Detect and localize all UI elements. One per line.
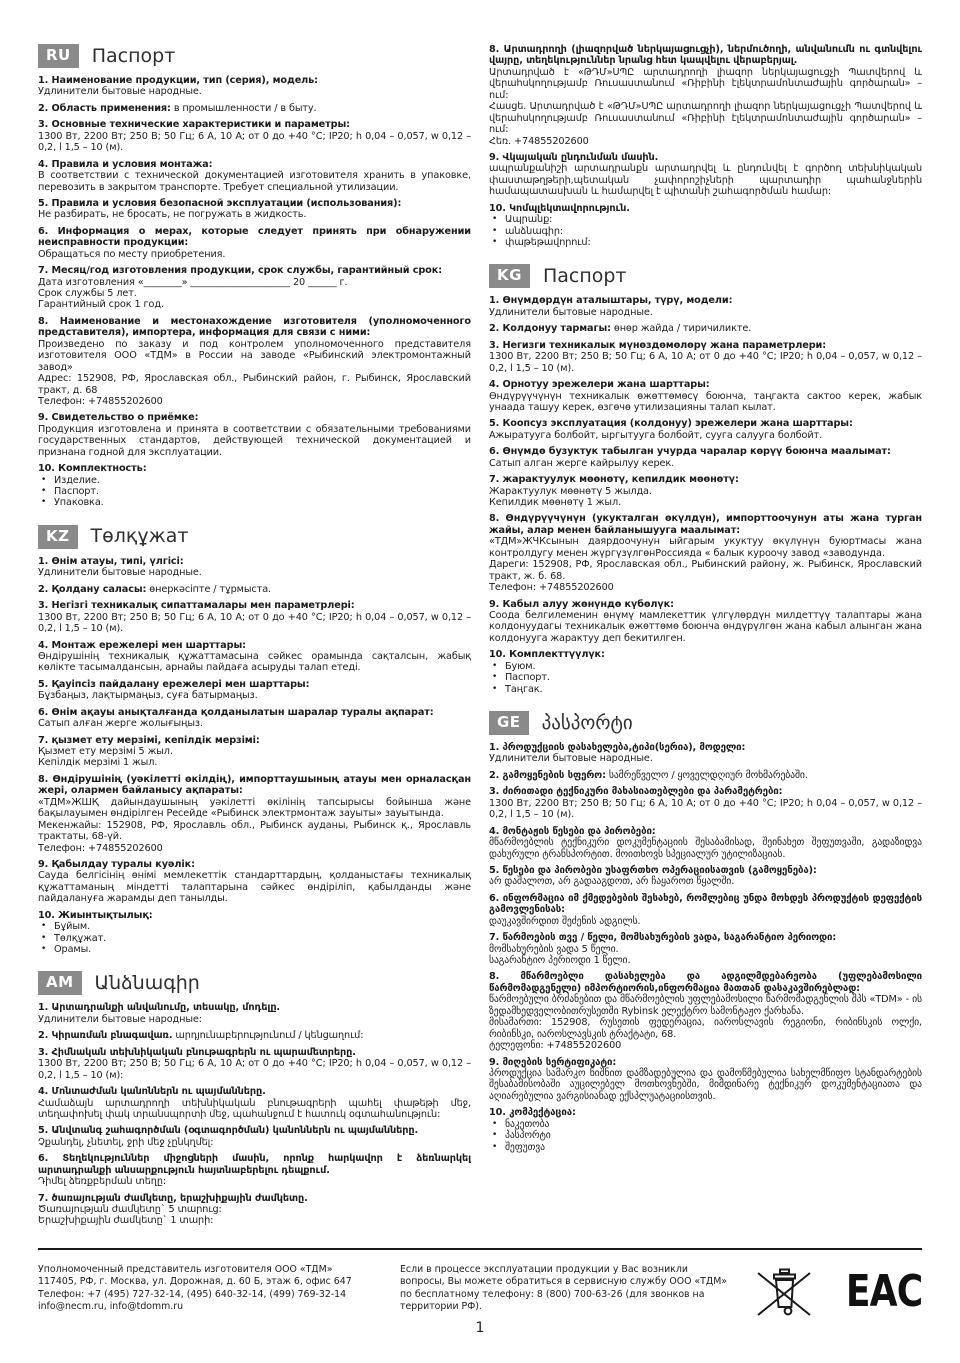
item	[489, 446, 922, 469]
item-body-line: მწარმოებლის ტექნიკური დოკუმენტაციის შესაბამისად, შეინახეთ შეფუთვაში, გადაზიდვა დახურული ტრანსპორტით. მოითხოვს სპეციალურ უტილიზაციას.	[489, 837, 922, 860]
item-line	[489, 865, 922, 876]
item-heading: 1. პროდუქციის დასახელება,ტიპი(სერია), მოდელი:	[489, 742, 746, 753]
item-heading: 6. Информация о мерах, которые следует принять при обнаружении неисправности продукции:	[38, 225, 471, 249]
item-body-line: Дата изготовления «________» _____________________ 20 ______ г.	[38, 276, 348, 288]
item-body-line: დაუკავშირდით შეძენის ადგილს.	[489, 915, 641, 927]
item-line	[38, 412, 471, 423]
item-body-line: Համաձայն արտադրողի տեխնիկական բնութագրերի պահել փաթեթի մեջ, տեղափոխել փակ տրանսպորտի մեջ, պահանջում է հատուկ օգտահանություն:	[38, 1097, 471, 1120]
item-line	[489, 295, 922, 306]
item	[489, 1107, 922, 1153]
item	[38, 774, 471, 854]
item	[38, 1153, 471, 1187]
bullet-item	[38, 475, 471, 486]
section-am	[38, 971, 471, 1226]
item-line	[489, 513, 922, 536]
bullet-text: Буюм.	[505, 660, 536, 672]
item-heading: 2. Колдонуу тармагы:	[489, 323, 611, 335]
item-body-line: ապրանքանիշի արտադրանքն արտադրվել և ընդունվել է գործող տեխնիկական փաստաթղթերի,պետական չափորոշիչների պարտադիր պահանջներին համապատասխան և համարվել է պիտանի շահագործման համար:	[489, 163, 922, 198]
item-body-line: Телефон: +74855202600	[489, 582, 614, 594]
item-line	[38, 198, 471, 209]
item	[489, 152, 922, 198]
item-line	[489, 893, 922, 916]
column-right	[489, 44, 922, 1242]
bullet-text: Бұйым.	[54, 921, 91, 933]
item-body-line: Դիմել ձեռքբերման տեղը:	[38, 1176, 167, 1188]
bullet-text: փաթեթավորում:	[505, 237, 591, 248]
item-heading: 8. Արտադրողի (լիազորված ներկայացուցչի), ներմուծողի, անվանումն ու գտնվելու վայրը, տեղեկություններ նրանց հետ կապվելու վերաբերյալ.	[489, 44, 922, 67]
item-heading: 5. Անվտանգ շահագործման (օգտագործման) կանոններն ու պայմանները.	[38, 1125, 419, 1137]
footer-icons	[752, 1264, 922, 1322]
bullet-text: პასპორტი	[505, 1130, 551, 1142]
item-heading: 2. Қолдану саласы:	[38, 583, 147, 595]
bullet-dot: •	[492, 660, 498, 671]
item	[489, 203, 922, 249]
item-body-line: Қызмет ету мерзімі 5 жыл.	[38, 746, 173, 757]
item-heading: 2. Կիրառման բնագավառ.	[38, 1030, 173, 1042]
bullet-dot: •	[492, 225, 498, 236]
item-line	[38, 640, 471, 651]
section-title: პასპორტი	[541, 711, 633, 734]
footer-line: 117405, РФ, г. Москва, ул. Дорожная, д. 60 Б, этаж 6, офис 647	[38, 1276, 352, 1288]
footer-service-block: Если в процессе эксплуатации продукции у Вас возникли вопросы, Вы можете обратиться в сервисную службу ООО «ТДМ» по бесплатному телефону: 8 (800) 700-63-26 (для звонков на территории РФ).	[400, 1264, 728, 1313]
item-body-line: «ТДМ»ЖЧКсынын даярдоочунун ыйгарым укуктуу өкүлүнүн буюртмасы жана контролдугу менен жүргүзүлгөнРоссияда « балык куроочу завод «заводунда.	[489, 536, 922, 559]
item-heading: 4. Մոնտաժման կանոններն ու պայմանները.	[38, 1086, 266, 1098]
item-inline-text: өнөр жайда / тиричиликте.	[613, 323, 752, 335]
section-title: Паспорт	[542, 264, 627, 287]
item-body-line: Өндүрүүчүнүн техникалык өжөттөмөсү боюнча, таңгакта сактоо керек, жабык унаада ташуу керек, өзгөчө утилизацияны талап кылат.	[489, 390, 922, 413]
item-body-line: საგარანტიო პერიოდი 1 წელი.	[489, 955, 631, 966]
item-body-line: Адрес: 152908, РФ, Ярославская обл., Рыбинский район, г. Рыбинск, Ярославский тракт, д. 68	[38, 373, 471, 396]
item-inline-text: өнеркәсіпте / тұрмыста.	[149, 583, 272, 595]
weee-bin-icon	[755, 1266, 813, 1322]
item-heading: 6. Өнім ақауы анықталғанда қолданылатын шаралар туралы ақпарат:	[38, 706, 434, 718]
item-line	[489, 1107, 922, 1118]
item-body-line: Кепілдік мерзімі 1 жыл.	[38, 757, 158, 769]
bullet-item	[38, 944, 471, 955]
item-line	[38, 1047, 471, 1058]
item-heading: 7. қызмет ету мерзімі, кепілдік мерзімі:	[38, 734, 260, 746]
bullet-item	[38, 497, 471, 508]
bullet-text: შეფუთვა	[505, 1141, 545, 1153]
item	[489, 786, 922, 820]
item-body-line: Дареги: 152908, РФ, Ярославская обл., Рыбинский району, ж. Рыбинск, Ярославский тракт, ж. б. 68.	[489, 559, 922, 582]
item	[38, 1002, 471, 1025]
item	[38, 1047, 471, 1081]
item-heading: 10. Կոմպլեկտավորություն.	[489, 202, 630, 214]
item-line	[489, 932, 922, 943]
item-heading: 2. Область применения:	[38, 102, 171, 114]
item	[489, 893, 922, 927]
item-line	[38, 316, 471, 339]
footer-line: Уполномоченный представитель изготовителя ООО «ТДМ»	[38, 1264, 333, 1275]
item	[38, 707, 471, 730]
item-body-line: 1300 Вт, 2200 Вт; 250 В; 50 Гц; 6 А, 10 А; от 0 до +40 °C; IP20; h 0,04 – 0,057, w 0,12 – 0,2, l 1,5 – 10 (м).	[38, 130, 471, 154]
item	[38, 859, 471, 905]
item-line	[489, 418, 922, 429]
item	[38, 556, 471, 579]
item-heading: 4. Орнотуу эрежелери жана шарттары:	[489, 379, 710, 391]
item-line	[38, 584, 471, 595]
item	[38, 198, 471, 221]
item-heading: 4. Правила и условия монтажа:	[38, 158, 213, 170]
lang-badge-kz: KZ	[38, 525, 78, 549]
section-header	[489, 264, 922, 288]
item	[38, 103, 471, 114]
item-body-line: Өндірушінің техникалық құжаттамасына сәйкес орамында сақталсын, жабық көлікте тасымалдансын, арнайы пайдаға асыруды талап етеді.	[38, 650, 471, 674]
item-body-line: არ დაშალოთ, არ გადააგდოთ, არ ჩაყაროთ წყალში.	[489, 876, 735, 888]
bullet-item	[38, 921, 471, 932]
item-line	[489, 770, 922, 781]
item-heading: 5. წესები და პირობები უსაფრთხო ოპერაციისათვის (გამოყენება):	[489, 864, 817, 876]
item	[38, 75, 471, 98]
item-line	[38, 910, 471, 921]
item	[489, 513, 922, 593]
section-header	[489, 711, 922, 735]
item-line	[38, 1193, 471, 1204]
bullet-item	[489, 1130, 922, 1141]
item-line	[489, 323, 922, 334]
item	[489, 971, 922, 1051]
item	[489, 826, 922, 860]
bullet-text: Паспорт.	[54, 486, 99, 497]
bullet-text: Изделие.	[54, 474, 100, 486]
item-line	[38, 774, 471, 797]
item	[38, 1086, 471, 1120]
item-line	[489, 203, 922, 214]
item	[38, 159, 471, 193]
item-line	[38, 1125, 471, 1136]
item-heading: 5. Коопсуз эксплуатация (колдонуу) эрежелери жана шарттары:	[489, 418, 853, 430]
section-header	[38, 44, 471, 68]
item-heading: 7. ծառայության ժամկետը, երաշխիքային ժամկետը.	[38, 1192, 308, 1204]
item-body-line: Удлинители бытовые народные.	[38, 86, 202, 98]
bullet-item	[489, 661, 922, 672]
bullet-dot: •	[41, 944, 47, 954]
item-line	[489, 44, 922, 67]
bullet-dot: •	[41, 921, 47, 932]
item-line	[38, 226, 471, 249]
item-body-line: Удлинители бытовые народные:	[38, 1013, 202, 1025]
item-body-line: Произведено по заказу и под контролем уполномоченного представителя изготовителя ООО «ТДМ» в России на заводе «Рыбинский электромонтажный завод»	[38, 338, 471, 373]
item	[38, 119, 471, 153]
item-body-line: Ажыратууга болбойт, ыргытууга болбойт, сууга салууга болбойт.	[489, 429, 823, 441]
bullet-dot: •	[492, 237, 498, 247]
bullet-item	[489, 1142, 922, 1153]
item	[489, 770, 922, 781]
item-body-line: Արտադրված է «ԹԴՄ»ՍՊԸ արտադրողի լիազոր ներկայացուցչի Պատվերով և վերահսկողությամբ Ռուսաստանում «Ռիբինի էլեկտրամոնտաժային գործարան» – ում:	[489, 66, 922, 101]
item-body-line: პროდუქცია სამარკო ნიშნით დამზადებულია და დამოწმებულია სახელმწიფო სტანდარტების შესაბამისობაში აუცილებელ მოთხოვნებში, მიმდინარე ტექნიკურ დოკუმენტაციათა და აღიარებულია ვარგისიანად ექსპლუატაციისთვის.	[489, 1067, 922, 1102]
item-heading: 9. Қабылдау туралы куәлік:	[38, 858, 195, 870]
item-body-line: Удлинители бытовые народные.	[489, 306, 653, 318]
footer-line: Телефон: +7 (495) 727-32-14, (495) 640-32-14, (499) 769-32-14	[38, 1288, 347, 1300]
bullet-dot: •	[41, 486, 47, 496]
bullet-dot: •	[492, 1141, 498, 1152]
item-line	[38, 159, 471, 170]
item-line	[489, 1057, 922, 1068]
item-body-line: Телефон: +74855202600	[38, 395, 163, 407]
item-body-line: Չքանդել, չնետել, ջրի մեջ չընկղմել:	[38, 1136, 214, 1148]
item-line	[489, 446, 922, 457]
item-heading: 5. Правила и условия безопасной эксплуатации (использования):	[38, 197, 402, 209]
bullet-dot: •	[492, 214, 498, 225]
item-body-line: «ТДМ»ЖШҚ дайындаушының уәкілетті өкілінің тапсырысы бойынша және бақылауымен өндірілген Ресейде «Рыбинск электрмонтаж зауыты» зауытында.	[38, 796, 471, 820]
item	[489, 474, 922, 508]
item-body-line: Соода белгилеменин өнүмү мамлекеттик үлгүлөрдүн милдеттүү талаптары жана колдонуудагы техникалык өжөттөмө боюнча өндүрүлгөн жана кабыл алынган жана колдонууга жарактуу деп бекитилген.	[489, 609, 922, 644]
bullet-dot: •	[41, 497, 47, 508]
item-body-line: 1300 Вт, 2200 Вт; 250 В; 50 Гц; 6 А, 10 А; от 0 до +40 °C; IP20; h 0,04 – 0,057, w 0,12 – 0,2, l 1,5 – 10 (м).	[489, 351, 922, 374]
item	[489, 649, 922, 695]
item-line	[489, 971, 922, 994]
item-heading: 4. Монтаж ережелері мен шарттары:	[38, 639, 246, 651]
item-line	[38, 119, 471, 130]
item	[38, 735, 471, 769]
item	[489, 379, 922, 413]
item-body-line: Телефон: +74855202600	[38, 842, 163, 854]
item-heading: 9. Վկայական ընդունման մասին.	[489, 151, 659, 163]
footer-divider	[38, 1248, 922, 1250]
item-line	[489, 786, 922, 797]
bullet-item	[38, 933, 471, 944]
item-body-line: Հեռ. +74855202600	[489, 135, 589, 147]
item-heading: 1. Өнүмдөрдүн аталыштары, түрү, модели:	[489, 295, 733, 307]
bullet-dot: •	[492, 683, 498, 694]
item-body-line: Обращаться по месту приобретения.	[38, 248, 226, 260]
lang-badge-kg: KG	[489, 264, 530, 288]
section-header	[38, 971, 471, 995]
bullet-text: անձնագիր:	[505, 225, 564, 237]
section-kg	[489, 264, 922, 695]
item	[489, 418, 922, 441]
item-line	[38, 859, 471, 870]
item	[489, 44, 922, 147]
item	[489, 865, 922, 888]
item-line	[38, 1002, 471, 1013]
lang-badge-ru: RU	[38, 44, 79, 68]
item-line	[38, 1086, 471, 1097]
bullet-text: Орамы.	[54, 944, 92, 955]
item-heading: 3. Негизги техникалык мүнөздөмөлөрү жана параметрлери:	[489, 339, 827, 351]
section-kz	[38, 525, 471, 956]
item	[38, 316, 471, 408]
item-body-line: Не разбирать, не бросать, не погружать в жидкость.	[38, 209, 307, 221]
item-body-line: 1300 Вт, 2200 Вт; 250 В; 50 Гц; 6 А, 10 А; от 0 до +40 °C; IP20; h 0,04 – 0,057, w 0,12 – 0,2, l 1,5 – 10 (м).	[489, 797, 922, 821]
item-heading: 7. Месяц/год изготовления продукции, срок службы, гарантийный срок:	[38, 265, 442, 277]
item-heading: 3. Հիմնական տեխնիկական բնութագրերն ու պարամետրերը.	[38, 1046, 356, 1058]
item	[489, 323, 922, 334]
item-heading: 6. ინფორმაცია იმ ქმედებების შესახებ, რომლებიც უნდა მოხდეს პროდუქტის დეფექტის გამოვლენისას:	[489, 892, 922, 916]
item-line	[489, 826, 922, 837]
item-body-line: Кепилдик мөөнөтү 1 жыл.	[489, 497, 622, 508]
item-heading: 10. Комплекттүүлүк:	[489, 649, 605, 661]
item	[489, 295, 922, 318]
item	[38, 265, 471, 311]
item-body-line: მისამართი: 152908, რუსეთის ფედერაცია, იაროსლავის რეგიონი, რიბინსკის ოლქი, რიბინსკი, იაროსლავსკის ტრაქტატი, 68.	[489, 1017, 922, 1040]
item	[38, 412, 471, 458]
item-line	[38, 735, 471, 746]
item-line	[489, 599, 922, 610]
item-inline-text: արդյունաբերությունում / կենցաղում:	[175, 1030, 364, 1042]
item-heading: 10. Комплектность:	[38, 463, 147, 475]
item-heading: 2. გამოყენების სფერო:	[489, 769, 606, 781]
item-line	[489, 340, 922, 351]
item-heading: 1. Наименование продукции, тип (серия), модель:	[38, 75, 318, 86]
item	[38, 600, 471, 634]
item	[38, 584, 471, 595]
item-heading: 7. жарактуулук мөөнөтү, кепилдик мөөнөтү:	[489, 474, 739, 486]
item-heading: 7. წარმოების თვე / წელი, მომსახურების ვადა, საგარანტიო პერიოდი:	[489, 932, 837, 944]
item-heading: 5. Қауіпсіз пайдалану ережелері мен шарттары:	[38, 678, 310, 690]
section-ge	[489, 711, 922, 1153]
item	[38, 463, 471, 509]
item-line	[38, 463, 471, 474]
item-body-line: Հասցե. Արտադրված է «ԹԴՄ»ՍՊԸ արտադրողի լիազոր ներկայացուցչի Պատվերով և վերահսկողությամբ Ռուսաստանում «Ռիբինի էլեկտրամոնտաժային գործարան» – ում:	[489, 101, 922, 136]
item-heading: 3. ძირითადი ტექნიკური მახასიათებლები და პარამეტრები:	[489, 786, 783, 798]
item-body-line: Երաշխիքային ժամկետը` 1 տարի:	[38, 1215, 214, 1227]
item-body-line: ტელეფონი: +74855202600	[489, 1040, 622, 1052]
item-heading: 8. Өндүрүүчүнүн (укукталган өкүлдүн), импорттоочунун аты жана турган жайы, алар менен байланышууга маалымат:	[489, 513, 922, 536]
item-heading: 6. Տեղեկություններ միջոցների մասին, որոնք հարկավոր է ձեռնարկել արտադրանքի անսարքություն հայտնաբերելու դեպքում.	[38, 1153, 471, 1176]
item-line	[489, 474, 922, 485]
item-body-line: Сауда белгісінің өнімі мемлекеттік стандарттардың, қолданыстағы техникалық құжаттаманың міндетті талаптарына сәйкес өндіріліп, қабылданды және пайдалануға жарамды деп танылды.	[38, 870, 471, 905]
bullet-item	[489, 237, 922, 248]
item-line	[38, 75, 471, 86]
item-heading: 9. Свидетельство о приёмке:	[38, 412, 199, 424]
item-line	[489, 152, 922, 163]
item-line	[38, 600, 471, 611]
bullet-text: Таңгак.	[505, 683, 543, 695]
item-line	[489, 649, 922, 660]
item-heading: 6. Өнүмдө бузуктук табылган учурда чаралар көрүү боюнча маалымат:	[489, 446, 891, 458]
item-heading: 1. Արտադրանքի անվանումը, տեսակը, մոդելը.	[38, 1002, 281, 1014]
item-body-line: Сатып алған жерге жолығыңыз.	[38, 718, 203, 730]
footer-representative-block	[38, 1264, 378, 1322]
item-line	[38, 103, 471, 114]
item	[489, 340, 922, 374]
bullet-text: Төлқұжат.	[54, 932, 107, 944]
section-title: Төлқұжат	[90, 525, 189, 548]
bullet-item	[489, 672, 922, 683]
section-ru	[38, 44, 471, 509]
bullet-dot: •	[41, 932, 47, 943]
item-heading: 10. კომპექტაცია:	[489, 1107, 576, 1119]
footer	[38, 1264, 922, 1322]
bullet-dot: •	[492, 1130, 498, 1141]
item-line	[38, 556, 471, 567]
item-heading: 9. მიღების სერტიფიკატი:	[489, 1056, 617, 1068]
item	[489, 1057, 922, 1103]
bullet-item	[489, 1119, 922, 1130]
item-line	[38, 1030, 471, 1041]
item-body-line: Сатып алган жерге кайрылуу керек.	[489, 457, 675, 469]
item	[489, 742, 922, 765]
item-body-line: 1300 Вт, 2200 Вт; 250 В; 50 Гц; 6 А, 10 А; от 0 до +40 °C; IP20; h 0,04 – 0,057, w 0,12 – 0,2, l 1,5 – 10 (м):	[38, 1058, 471, 1081]
bullet-text: ნაკეთობა	[505, 1118, 550, 1130]
item-body-line: მომსახურების ვადა 5 წელი.	[489, 943, 619, 955]
item-heading: 10. Жиынтықтылық:	[38, 909, 153, 921]
item-heading: 8. Өндірушінің (уәкілетті өкілдің), импорттаушының атауы мен орналасқан жері, олармен байланысу ақпараты:	[38, 773, 471, 797]
item	[489, 932, 922, 966]
item-body-line: Мекенжайы: 152908, РФ, Ярославль обл., Рыбинск ауданы, Рыбинск қ., Ярославль трактаты, 68-үй.	[38, 819, 471, 843]
item-body-line: Продукция изготовлена и принята в соответствии с обязательными требованиями государственных стандартов, действующей технической документацией и признана годной для эксплуатации.	[38, 423, 471, 458]
item-heading: 1. Өнім атауы, типі, үлгісі:	[38, 555, 184, 567]
item-line	[489, 379, 922, 390]
item-body-line: Удлинители бытовые народные.	[38, 567, 202, 579]
eac-mark: EAC	[845, 1266, 922, 1317]
item	[489, 599, 922, 645]
item	[38, 640, 471, 674]
item-line	[38, 1153, 471, 1176]
item-heading: 3. Негізгі техникалық сипаттамалары мен параметрлері:	[38, 600, 355, 612]
item-heading: 8. Наименование и местонахождение изготовителя (уполномоченного представителя), импортера, информация для связи с ними:	[38, 315, 471, 339]
item	[38, 226, 471, 260]
item-body-line: Удлинители бытовые народные.	[489, 753, 653, 765]
item	[38, 1193, 471, 1227]
item-body-line: Гарантийный срок 1 год.	[38, 299, 164, 311]
footer-line: info@necm.ru, info@tdomm.ru	[38, 1301, 184, 1313]
bullet-dot: •	[41, 474, 47, 485]
content-columns	[38, 44, 922, 1242]
item-body-line: Бұзбаңыз, лақтырмаңыз, суға батырмаңыз.	[38, 690, 258, 702]
item-body-line: Ծառայության ժամկետը` 5 տարուց:	[38, 1204, 222, 1215]
column-left	[38, 44, 471, 1242]
bullet-item	[489, 684, 922, 695]
lang-badge-ge: GE	[489, 711, 529, 735]
item-body-line: Срок службы 5 лет.	[38, 288, 137, 299]
bullet-text: Упаковка.	[54, 497, 104, 509]
item-line	[489, 742, 922, 753]
bullet-dot: •	[492, 1118, 498, 1129]
section-am-continued	[489, 44, 922, 248]
section-title: Անձնագիր	[94, 971, 200, 994]
item-heading: 4. მონტაჟის წესები და პირობები:	[489, 825, 656, 837]
bullet-item	[38, 486, 471, 497]
bullet-text: Паспорт.	[505, 672, 550, 684]
item-heading: 8. მწარმოებლი დასახელება და ადგილმდებარეობა (უფლებამოსილი წარმომადგენელი) იმპორტიორის,ინფორმაცია მათთან დასაკავშირებლად:	[489, 971, 922, 994]
bullet-text: Ապրանք:	[505, 214, 553, 226]
section-title: Паспорт	[91, 44, 176, 67]
item-heading: 9. Кабыл алуу жөнүндө күбөлүк:	[489, 598, 674, 610]
bullet-dot: •	[492, 672, 498, 683]
item-heading: 3. Основные технические характеристики и параметры:	[38, 119, 350, 131]
item	[38, 1030, 471, 1041]
item-inline-text: в промышленности / в быту.	[173, 102, 317, 114]
bullet-item	[489, 226, 922, 237]
page-number: 1	[475, 1320, 485, 1336]
lang-badge-am: AM	[38, 971, 82, 995]
item-body-line: წარმოებული ბრძანებით და მწარმოებლის უფლებამოსილი წარმომადგენლის შპს «TDM» - ის ზედამხედველობითრუსეთში Rybinsk ელექტრო სამონტაჟო ქარხანა.	[489, 994, 922, 1017]
item-line	[38, 707, 471, 718]
item-body-line: Жарактуулук мөөнөтү 5 жылда.	[489, 485, 652, 497]
bullet-item	[489, 214, 922, 225]
item-line	[38, 265, 471, 276]
section-header	[38, 525, 471, 549]
item-body-line: В соответствии с технической документацией изготовителя хранить в упаковке, перевозить в закрытом транспорте. Требует специальной утилизации.	[38, 170, 471, 193]
item-body-line: 1300 Вт, 2200 Вт; 250 В; 50 Гц; 6 А, 10 А; от 0 до +40 °C; IP20; h 0,04 – 0,057, w 0,12 – 0,2, l 1,5 – 10 (м).	[38, 611, 471, 635]
item-inline-text: სამრეწველო / ყოველდღიურ მოხმარებაში.	[608, 769, 808, 781]
item-line	[38, 679, 471, 690]
item	[38, 679, 471, 702]
item	[38, 1125, 471, 1148]
item	[38, 910, 471, 956]
